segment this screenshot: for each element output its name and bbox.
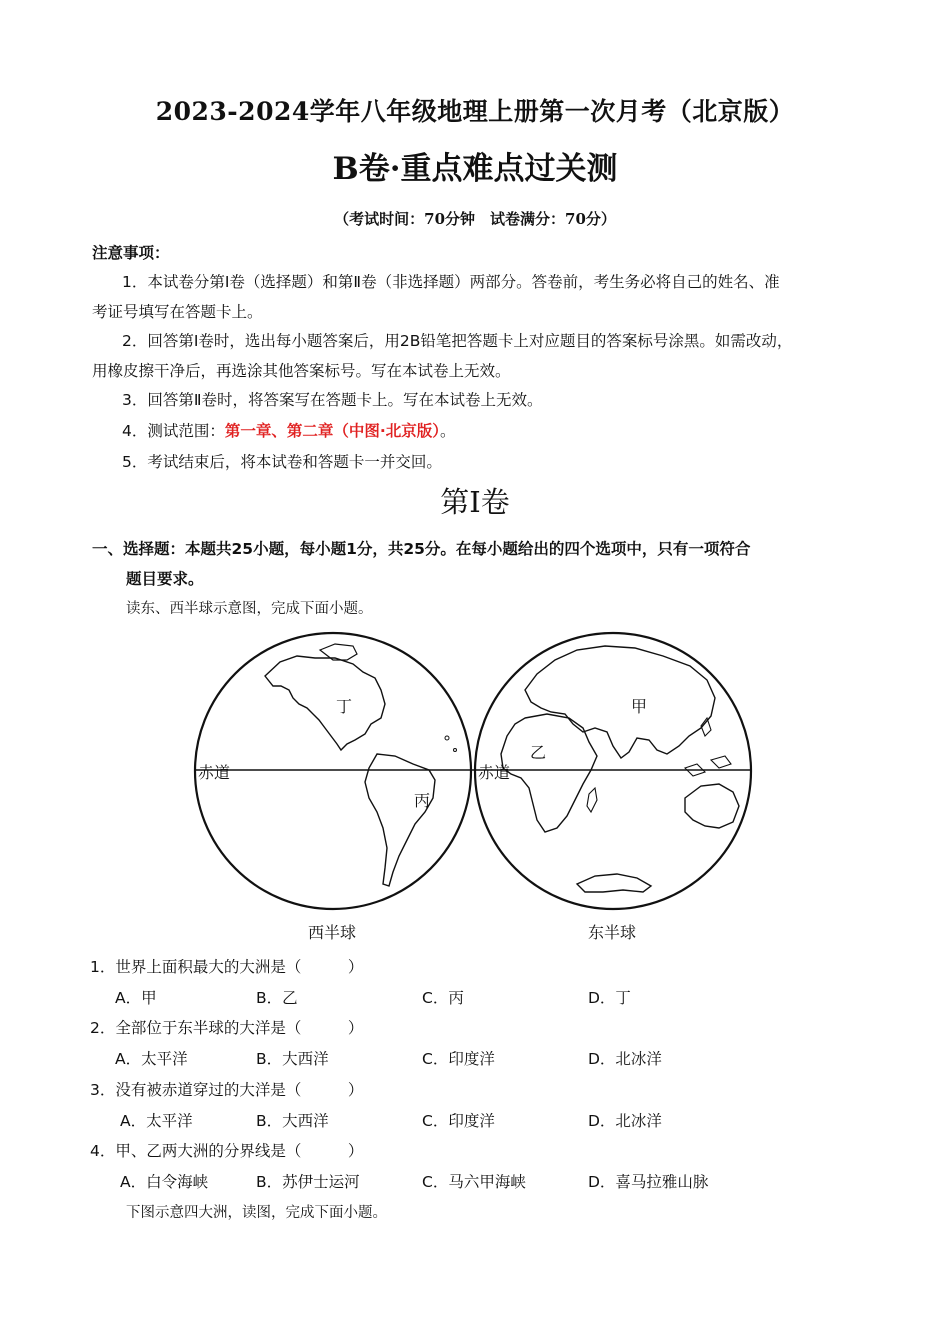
reading-prompt-1: 读东、西半球示意图，完成下面小题。: [126, 601, 373, 617]
question-4-option-a[interactable]: A．白令海峡: [120, 1173, 209, 1191]
question-3-option-d[interactable]: D．北冰洋: [588, 1112, 662, 1130]
notice-item-4-prefix: 4．测试范围：: [122, 422, 225, 440]
equator-label-east: 赤道: [478, 763, 511, 782]
eastern-hemisphere-caption: 东半球: [588, 923, 637, 942]
equator-label-west: 赤道: [198, 763, 231, 782]
question-1-option-a[interactable]: A．甲: [115, 989, 157, 1007]
question-3-stem: 3．没有被赤道穿过的大洋是（ ）: [90, 1081, 364, 1099]
question-4-option-c[interactable]: C．马六甲海峡: [422, 1173, 526, 1191]
section-heading-line-2: 题目要求。: [126, 570, 204, 588]
continent-label-bing: 丙: [414, 791, 431, 810]
question-4-option-b[interactable]: B．苏伊士运河: [256, 1173, 360, 1191]
hemisphere-map: [185, 628, 765, 920]
notice-item-4: [122, 419, 456, 441]
section-heading-line-1: 一、选择题：本题共25小题，每小题1分，共25分。在每小题给出的四个选项中，只有一项符合: [92, 540, 751, 558]
question-2-option-b[interactable]: B．大西洋: [256, 1050, 329, 1068]
question-3-option-c[interactable]: C．印度洋: [422, 1112, 495, 1130]
question-4-option-d[interactable]: D．喜马拉雅山脉: [588, 1173, 709, 1191]
exam-info: （考试时间：70分钟 试卷满分：70分）: [334, 210, 616, 228]
eastern-hemisphere-circle: [475, 633, 751, 909]
notice-item-1-line-1: 1．本试卷分第Ⅰ卷（选择题）和第Ⅱ卷（非选择题）两部分。答卷前，考生务必将自己的姓名、准: [122, 273, 780, 291]
notice-heading: 注意事项：: [92, 244, 170, 262]
notice-item-4-suffix: 。: [440, 422, 456, 440]
question-1-option-b[interactable]: B．乙: [256, 989, 298, 1007]
exam-subtitle: B卷·重点难点过关测: [332, 151, 618, 187]
question-3-option-a[interactable]: A．太平洋: [120, 1112, 193, 1130]
question-4-stem: 4．甲、乙两大洲的分界线是（ ）: [90, 1142, 364, 1160]
notice-item-5: 5．考试结束后，将本试卷和答题卡一并交回。: [122, 453, 442, 471]
question-3-option-b[interactable]: B．大西洋: [256, 1112, 329, 1130]
western-hemisphere-caption: 西半球: [308, 923, 357, 942]
continent-label-ding: 丁: [336, 697, 353, 716]
continent-label-yi: 乙: [530, 743, 547, 762]
question-1-stem: 1．世界上面积最大的大洲是（ ）: [90, 958, 364, 976]
test-range-highlight: 第一章、第二章（中图·北京版）: [224, 422, 441, 440]
volume-title: 第Ⅰ卷: [440, 485, 510, 519]
exam-title: 2023-2024学年八年级地理上册第一次月考（北京版）: [155, 97, 795, 126]
notice-item-3: 3．回答第Ⅱ卷时，将答案写在答题卡上。写在本试卷上无效。: [122, 391, 543, 409]
question-2-option-c[interactable]: C．印度洋: [422, 1050, 495, 1068]
notice-item-1-line-2: 考证号填写在答题卡上。: [92, 303, 263, 321]
question-2-option-d[interactable]: D．北冰洋: [588, 1050, 662, 1068]
question-1-option-c[interactable]: C．丙: [422, 989, 464, 1007]
notice-item-2-line-1: 2．回答第Ⅰ卷时，选出每小题答案后，用2B铅笔把答题卡上对应题目的答案标号涂黑。如需改动，: [122, 332, 793, 350]
reading-prompt-2: 下图示意四大洲，读图，完成下面小题。: [126, 1205, 387, 1221]
question-1-option-d[interactable]: D．丁: [588, 989, 631, 1007]
question-2-option-a[interactable]: A．太平洋: [115, 1050, 188, 1068]
continent-label-jia: 甲: [631, 697, 648, 716]
notice-item-2-line-2: 用橡皮擦干净后，再选涂其他答案标号。写在本试卷上无效。: [92, 362, 511, 380]
question-2-stem: 2．全部位于东半球的大洋是（ ）: [90, 1019, 364, 1037]
